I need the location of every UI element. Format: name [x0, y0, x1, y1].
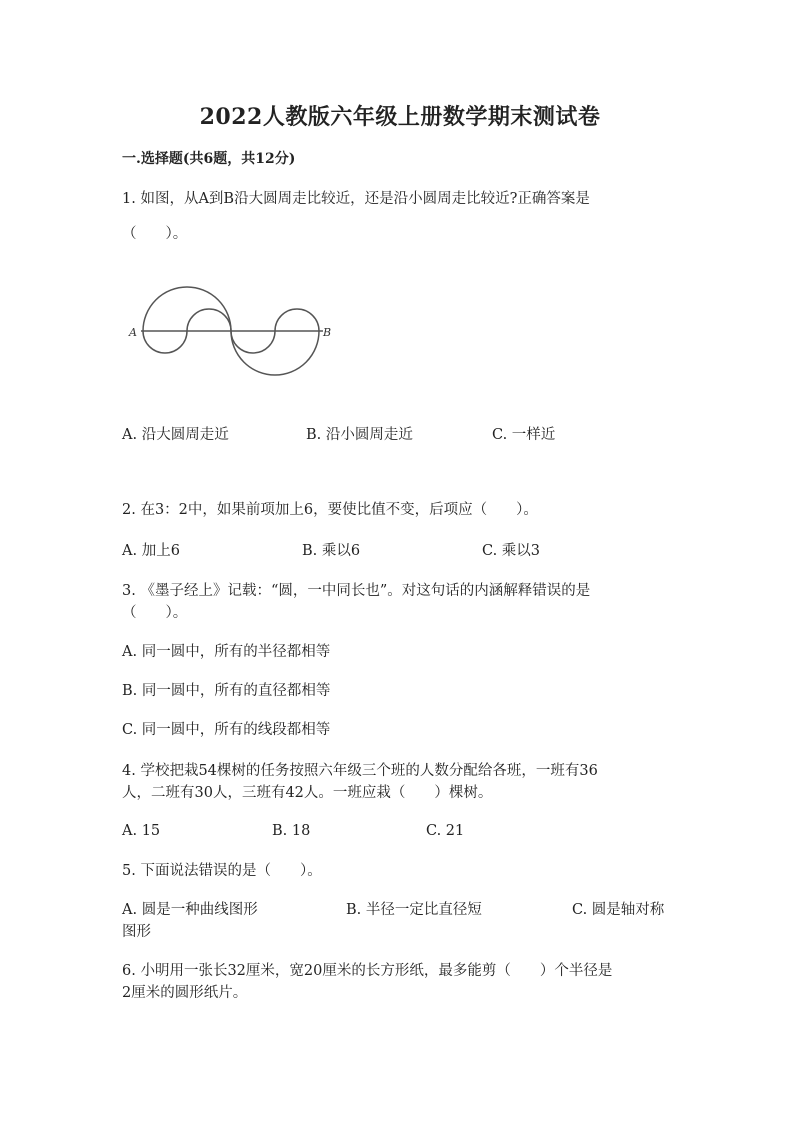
- question-6-text: 6. 小明用一张长32厘米，宽20厘米的长方形纸，最多能剪（ ）个半径是: [122, 963, 613, 979]
- question-4-option-a: A. 15: [122, 823, 161, 839]
- question-1-option-c: C. 一样近: [492, 427, 556, 443]
- question-1-option-b: B. 沿小圆周走近: [306, 427, 413, 443]
- question-5-text: 5. 下面说法错误的是（ ）。: [122, 863, 322, 879]
- question-3-text: 3. 《墨子经上》记载：“圆，一中同长也”。对这句话的内涵解释错误的是: [122, 583, 591, 599]
- question-4-option-b: B. 18: [272, 823, 311, 839]
- question-2-text: 2. 在3：2中，如果前项加上6，要使比值不变，后项应（ ）。: [122, 502, 538, 518]
- question-5-option-a: A. 圆是一种曲线图形: [122, 902, 258, 918]
- question-5-option-c-cont: 图形: [122, 924, 151, 940]
- question-6-text-cont: 2厘米的圆形纸片。: [122, 985, 248, 1001]
- question-3-blank: （ ）。: [122, 605, 188, 621]
- point-b-label: B: [323, 326, 332, 339]
- question-2-option-a: A. 加上6: [122, 543, 180, 559]
- question-5-option-c: C. 圆是轴对称: [572, 902, 665, 918]
- question-3-option-b: B. 同一圆中，所有的直径都相等: [122, 683, 331, 699]
- question-4-text-cont: 人，二班有30人，三班有42人。一班应栽（ ）棵树。: [122, 785, 493, 801]
- question-2-option-b: B. 乘以6: [302, 543, 361, 559]
- question-4-option-c: C. 21: [426, 823, 465, 839]
- page-title: 2022人教版六年级上册数学期末测试卷: [199, 104, 601, 130]
- question-1-blank: （ ）。: [122, 226, 188, 242]
- question-3-option-c: C. 同一圆中，所有的线段都相等: [122, 722, 331, 738]
- point-a-label: A: [129, 326, 137, 339]
- question-1-option-a: A. 沿大圆周走近: [122, 427, 229, 443]
- question-4-text: 4. 学校把栽54棵树的任务按照六年级三个班的人数分配给各班，一班有36: [122, 763, 598, 779]
- question-5-option-b: B. 半径一定比直径短: [346, 902, 482, 918]
- question-2-option-c: C. 乘以3: [482, 543, 541, 559]
- question-1-figure: [127, 280, 337, 380]
- section-heading: 一.选择题(共6题，共12分): [122, 151, 296, 167]
- question-3-option-a: A. 同一圆中，所有的半径都相等: [122, 644, 331, 660]
- question-1-text: 1. 如图，从A到B沿大圆周走比较近，还是沿小圆周走比较近?正确答案是: [122, 191, 590, 207]
